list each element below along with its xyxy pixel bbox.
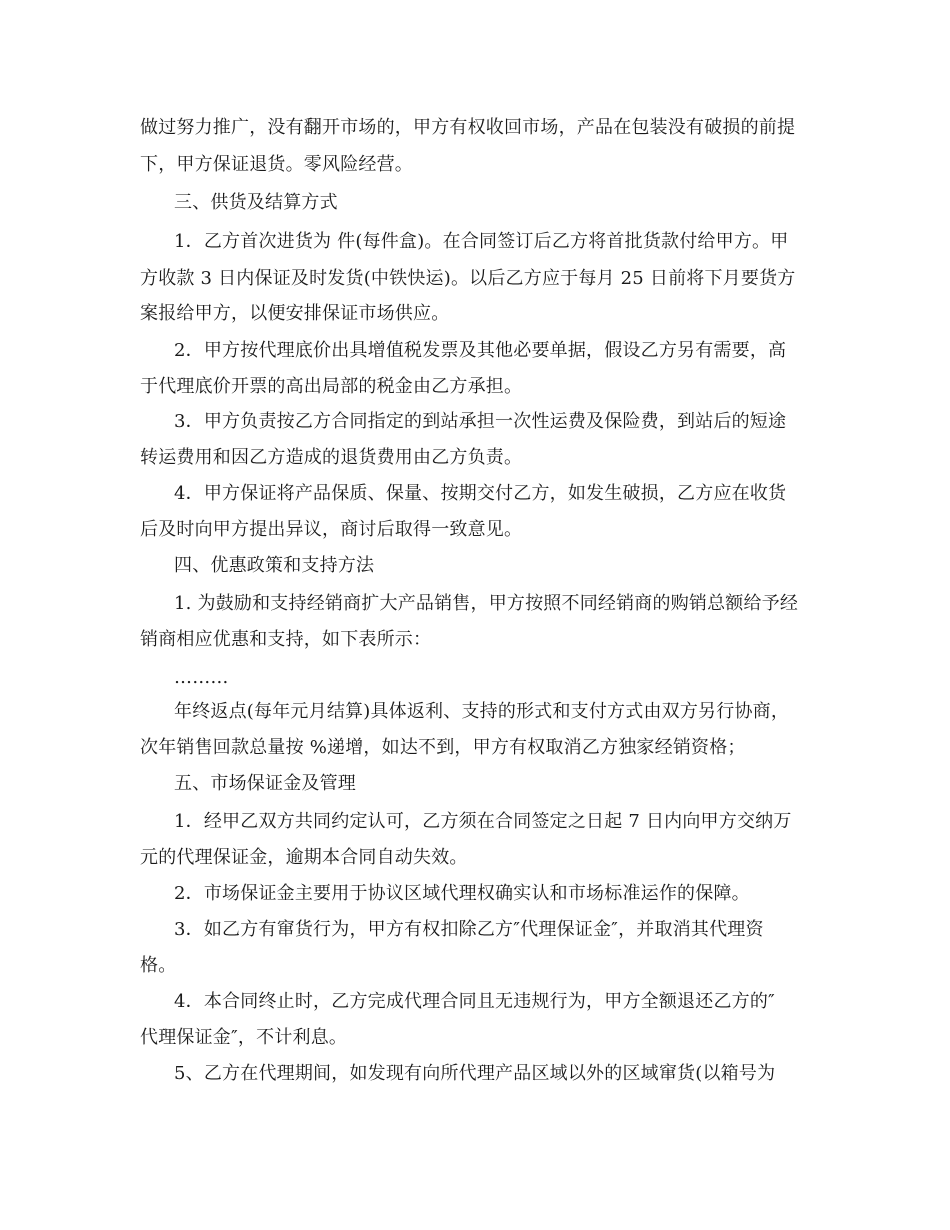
paragraph-line: 代理保证金″，不计利息。 [140, 1027, 348, 1048]
paragraph-line: 于代理底价开票的高出局部的税金由乙方承担。 [140, 376, 523, 397]
paragraph-line: 1. 为鼓励和支持经销商扩大产品销售，甲方按照不同经销商的购销总额给予经 [174, 593, 799, 614]
section-heading: 四、优惠政策和支持方法 [174, 555, 375, 576]
paragraph-line: 下，甲方保证退货。零风险经营。 [140, 154, 413, 175]
paragraph-line: 销商相应优惠和支持，如下表所示： [140, 629, 432, 650]
paragraph-line: 3．甲方负责按乙方合同指定的到站承担一次性运费及保险费，到站后的短途 [174, 411, 787, 432]
section-heading: 三、供货及结算方式 [174, 192, 338, 213]
paragraph-line: 元的代理保证金，逾期本合同自动失效。 [140, 847, 468, 868]
paragraph-line: 做过努力推广，没有翻开市场的，甲方有权收回市场，产品在包装没有破损的前提 [140, 117, 796, 138]
paragraph-line: 2．甲方按代理底价出具增值税发票及其他必要单据，假设乙方另有需要，高 [174, 340, 787, 361]
paragraph-line: 后及时向甲方提出异议，商讨后取得一致意见。 [140, 519, 523, 540]
paragraph-line: 4．本合同终止时，乙方完成代理合同且无违规行为，甲方全额退还乙方的″ [174, 991, 775, 1012]
paragraph-line: 案报给甲方，以便安排保证市场供应。 [140, 303, 450, 324]
paragraph-line: 1．经甲乙双方共同约定认可，乙方须在合同签定之日起 7 日内向甲方交纳万 [174, 811, 792, 832]
paragraph-line: 2．市场保证金主要用于协议区域代理权确实认和市场标准运作的保障。 [174, 883, 750, 904]
paragraph-line: 格。 [140, 955, 177, 976]
paragraph-line: 次年销售回款总量按 %递增，如达不到，甲方有权取消乙方独家经销资格； [140, 737, 746, 758]
paragraph-line: 转运费用和因乙方造成的退货费用由乙方负责。 [140, 447, 523, 468]
paragraph-line: 方收款 3 日内保证及时发货(中铁快运)。以后乙方应于每月 25 日前将下月要货方 [140, 268, 796, 289]
ellipsis-line: ……… [174, 667, 229, 688]
paragraph-line: 1．乙方首次进货为 件(每件盒)。在合同签订后乙方将首批货款付给甲方。甲 [174, 231, 789, 252]
paragraph-line: 3．如乙方有窜货行为，甲方有权扣除乙方″代理保证金″，并取消其代理资 [174, 919, 764, 940]
paragraph-line: 4．甲方保证将产品保质、保量、按期交付乙方，如发生破损，乙方应在收货 [174, 483, 787, 504]
section-heading: 五、市场保证金及管理 [174, 773, 356, 794]
paragraph-line: 5、乙方在代理期间，如发现有向所代理产品区域以外的区域窜货(以箱号为 [174, 1063, 776, 1084]
paragraph-line: 年终返点(每年元月结算)具体返利、支持的形式和支付方式由双方另行协商， [174, 701, 790, 722]
